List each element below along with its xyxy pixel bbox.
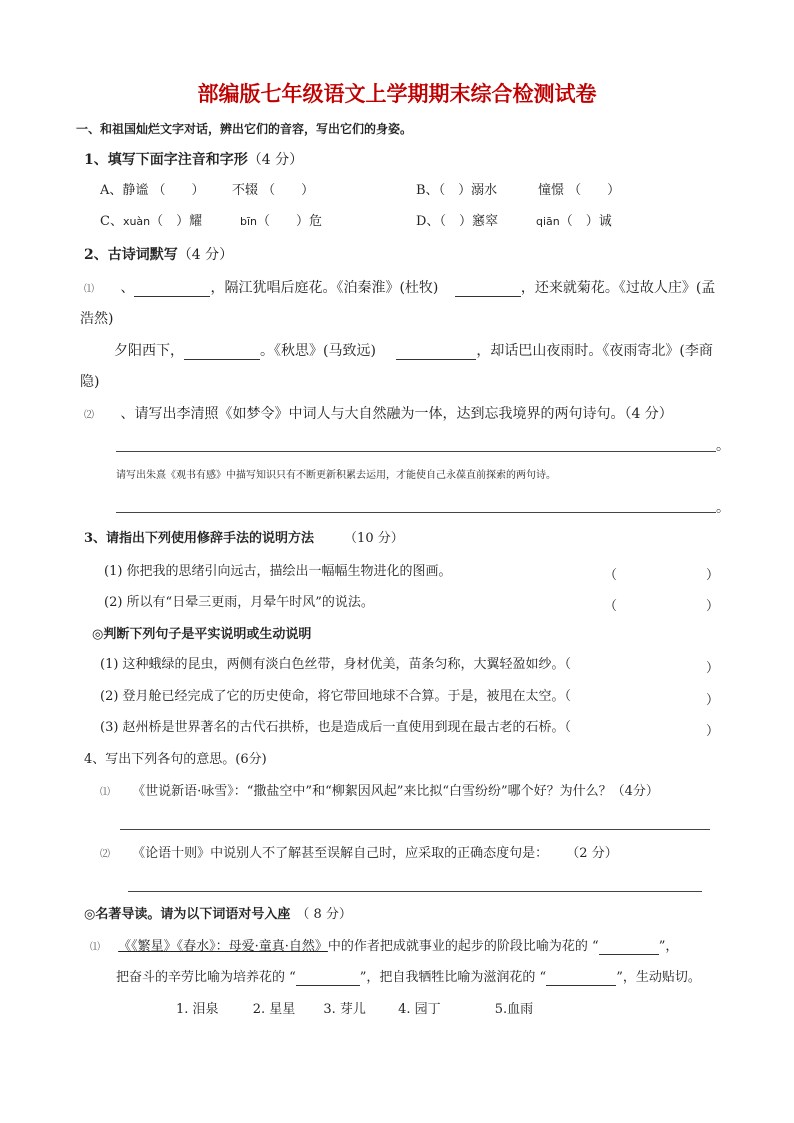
option-b-word1: 溺水: [471, 183, 498, 198]
q4-item-1-text: 《世说新语·咏雪》：“撒盐空中”和“柳絮因风起”来比拟“白雪纷纷”哪个好？为什么？（4分）: [132, 784, 659, 799]
q3-item-2: (2) 所以有“日晕三更雨，月晕午时风”的说法。: [104, 595, 374, 610]
q4-answer-line-2[interactable]: [128, 891, 702, 892]
q5-book-ref: 《《繁星》《春水》：母爱·童真·自然》: [118, 939, 328, 954]
q3-item-1: (1) 你把我的思绪引向远古，描绘出一幅幅生物进化的图画。: [104, 564, 452, 579]
q5-option: 5.血雨: [494, 1002, 534, 1017]
q1-score: （4 分）: [247, 152, 304, 168]
q3-score: （10 分）: [344, 531, 404, 546]
option-b-answer1[interactable]: （ ）: [438, 183, 472, 198]
q5-options: [176, 1002, 533, 1018]
q2-line2: [114, 343, 713, 360]
option-d-answer1[interactable]: （ ）: [439, 214, 472, 229]
q1-heading-row: [84, 152, 303, 169]
q1-option-b-2: [538, 183, 620, 199]
q2-line4: 请写出朱熹《观书有感》中描写知识只有不断更新积累去运用，才能使自己永葆直前探索的两句诗。: [116, 470, 556, 481]
option-c-char1: 耀: [189, 214, 203, 229]
q5-heading: ◎名著导读。请为以下词语对号入座: [84, 907, 291, 922]
page-title: 部编版七年级语文上学期期末综合检测试卷: [197, 82, 597, 106]
q2-heading-row: [84, 247, 233, 264]
q3-judge-3: (3) 赵州桥是世界著名的古代石拱桥，也是造成后一直使用到现在最古老的石桥。（: [100, 720, 572, 735]
q5-heading-row: [84, 907, 352, 923]
q2-line3: [84, 406, 673, 423]
q3-heading: 3、请指出下列使用修辞手法的说明方法: [84, 531, 315, 546]
q3-item-1-open: （: [604, 568, 618, 583]
q5-line-2: [116, 970, 701, 986]
q5-option: 3. 芽儿: [323, 1002, 366, 1017]
option-c-pinyin2: bīn: [240, 215, 258, 228]
q2-line1-sep: 、: [120, 280, 135, 296]
q5-line2-text-b: ”，把自我牺牲比喻为滋润花的 “: [359, 970, 547, 985]
q5-line-1: [90, 939, 678, 955]
q2-blank-1[interactable]: [134, 296, 210, 297]
q2-answer-line-2[interactable]: [116, 512, 716, 513]
q4-heading: 4、写出下列各句的意思。(6分): [84, 752, 267, 767]
q2-line1-text-b: ，还来就菊花。《过故人庄》(孟: [520, 280, 716, 296]
q3-judge-3-close: ）: [706, 724, 720, 739]
q3-subheading: ◎判断下列句子是平实说明或生动说明: [92, 627, 312, 642]
option-a-word2: 不辍: [232, 183, 259, 198]
q2-blank-3[interactable]: [184, 359, 260, 360]
option-d-pinyin2: qiān: [536, 215, 560, 228]
option-c-char2: 危: [309, 214, 323, 229]
option-a-answer1[interactable]: （ ）: [152, 183, 205, 198]
q1-option-b: [416, 183, 497, 199]
q3-item-1-close: ）: [706, 568, 720, 583]
option-d-answer2[interactable]: （ ）: [559, 214, 599, 229]
q2-line2-text-c: ，却话巴山夜雨时。《夜雨寄北》(李商: [476, 343, 713, 359]
q4-item-2: [100, 846, 618, 862]
q3-item-2-close: ）: [706, 599, 720, 614]
q2-line3-end: 。: [716, 438, 730, 454]
q3-judge-1-close: ）: [706, 661, 720, 676]
option-c-label: C、: [100, 214, 123, 229]
q2-answer-line-1[interactable]: [116, 451, 716, 452]
q5-line2-text-c: ”，生动贴切。: [616, 970, 701, 985]
q1-option-d-2: [536, 214, 612, 230]
option-c-pinyin1: xuàn: [122, 215, 151, 228]
q2-line1: [84, 280, 715, 297]
option-b-label: B、: [416, 183, 439, 198]
option-b-answer2[interactable]: （ ）: [568, 183, 621, 198]
q2-line3-text: 、请写出李清照《如梦令》中词人与大自然融为一体，达到忘我境界的两句诗句。（4 分）: [120, 406, 673, 422]
q5-line2-text-a: 把奋斗的辛劳比喻为培养花的 “: [116, 970, 296, 985]
option-a-label: A、: [100, 183, 123, 198]
option-a-word1: 静谧: [122, 183, 149, 198]
q3-judge-2-close: ）: [706, 693, 720, 708]
q2-line2-cont: 隐): [80, 374, 100, 390]
q4-item-2-score: （2 分）: [566, 846, 618, 861]
q3-item-2-open: （: [604, 599, 618, 614]
option-d-label: D、: [416, 214, 440, 229]
option-d-word1: 窸窣: [471, 214, 498, 229]
q4-item-2-text: 《论语十则》中说别人不了解甚至误解自己时，应采取的正确态度句是：: [132, 846, 549, 861]
option-d-char2: 诚: [598, 214, 612, 229]
q4-marker-1: ⑴: [100, 787, 110, 798]
section-heading: 一、和祖国灿烂文字对话，辨出它们的音容，写出它们的身姿。: [76, 122, 413, 136]
q5-blank-2[interactable]: [296, 985, 360, 986]
q4-item-1: [100, 784, 659, 800]
q2-marker-2: ⑵: [84, 410, 94, 421]
q2-heading: 2、古诗词默写: [84, 247, 178, 263]
q2-blank-4[interactable]: [396, 359, 476, 360]
q5-option: 2. 星星: [252, 1002, 296, 1017]
q5-option: 1. 泪泉: [176, 1002, 219, 1017]
q2-line2-text-a: 夕阳西下，: [114, 343, 184, 359]
q2-line2-text-b: 。《秋思》(马致远): [260, 343, 376, 359]
q2-line1-cont: 浩然): [80, 311, 114, 327]
option-c-answer1[interactable]: （ ）: [150, 214, 190, 229]
q2-line4-end: 。: [716, 500, 730, 516]
option-b-word2: 憧憬: [538, 183, 565, 198]
q3-judge-2: (2) 登月舱已经完成了它的历史使命，将它带回地球不合算。于是，被甩在太空。（: [100, 689, 572, 704]
q1-option-c: [100, 214, 202, 230]
q1-option-a: [100, 183, 205, 199]
q2-line1-text-a: ，隔江犹唱后庭花。《泊秦淮》(杜牧): [210, 280, 439, 296]
q3-heading-row: [84, 531, 404, 547]
q1-option-a-2: [232, 183, 314, 199]
q3-judge-1: (1) 这种蛾绿的昆虫，两侧有淡白色丝带，身材优美，苗条匀称，大翼轻盈如纱。（: [100, 657, 572, 672]
q5-line1-text-a: 中的作者把成就事业的起步的阶段比喻为花的 “: [327, 939, 599, 954]
q1-option-d: [416, 214, 498, 230]
q5-line1-text-b: ”，: [658, 939, 679, 954]
q1-option-c-2: [240, 214, 322, 230]
q4-marker-2: ⑵: [100, 849, 110, 860]
q2-blank-2[interactable]: [455, 296, 521, 297]
option-c-answer2[interactable]: （ ）: [257, 214, 310, 229]
q5-score: （ 8 分）: [296, 907, 352, 922]
option-a-answer2[interactable]: （ ）: [262, 183, 315, 198]
q4-answer-line-1[interactable]: [120, 829, 710, 830]
q1-heading: 1、填写下面字注音和字形: [84, 152, 248, 168]
q2-marker-1: ⑴: [84, 284, 94, 295]
q5-blank-3[interactable]: [546, 985, 616, 986]
q5-marker: ⑴: [90, 942, 100, 953]
q5-blank-1[interactable]: [599, 954, 659, 955]
q2-score: （4 分）: [177, 247, 234, 263]
q5-option: 4. 园丁: [398, 1002, 441, 1017]
